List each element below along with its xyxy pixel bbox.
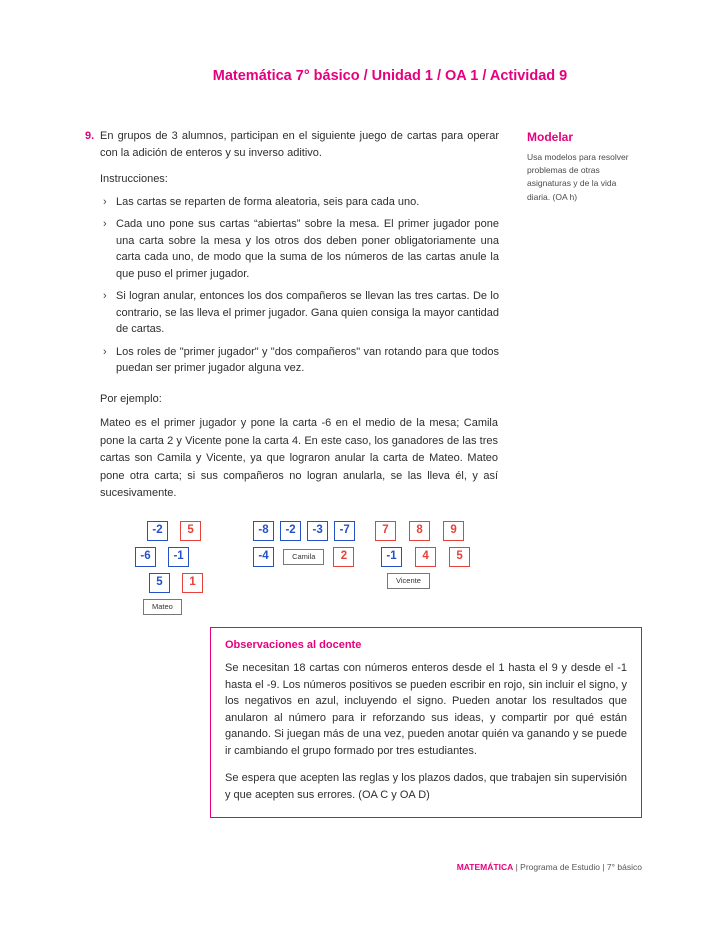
sidebar-note xyxy=(527,130,639,204)
list-item xyxy=(103,194,499,211)
card: 4 xyxy=(415,547,436,567)
list-item xyxy=(103,288,499,338)
card-row xyxy=(253,521,355,542)
player-name-label: Mateo xyxy=(143,599,182,614)
card: 8 xyxy=(409,521,430,541)
card: -2 xyxy=(280,521,301,541)
observations-title: Observaciones al docente xyxy=(225,639,362,651)
bullet-arrow-icon: › xyxy=(103,195,107,208)
vicente-card-group xyxy=(375,521,470,590)
card-row xyxy=(253,547,355,568)
example-label: Por ejemplo: xyxy=(100,392,162,405)
card: -3 xyxy=(307,521,328,541)
cards-diagram xyxy=(85,521,499,629)
card: -8 xyxy=(253,521,274,541)
card: -1 xyxy=(381,547,402,567)
page-title: Matemática 7° básico / Unidad 1 / OA 1 / Actividad 9 xyxy=(212,68,568,84)
observations-paragraph: Se necesitan 18 cartas con números enteros desde el 1 hasta el 9 y desde el -1 hasta el -9. Los números positivos se pueden escribir en rojo, sin incluir el signo, y los negativos en azul, incluyendo el signo. Pueden anotar los resultados que anularon al número para ir reforzando sus ideas, y compartir por qué están ganando. Si juegan más de una vez, pueden anotar quién va ganando y se puede ir cambiando el grupo formado por tres estudiantes. xyxy=(225,662,627,757)
card: -2 xyxy=(147,521,168,541)
sidebar-title: Modelar xyxy=(527,130,574,144)
bullet-arrow-icon: › xyxy=(103,218,107,230)
bullet-arrow-icon: › xyxy=(103,290,107,302)
card: -7 xyxy=(334,521,355,541)
list-item-text: Las cartas se reparten de forma aleatoria, seis para cada uno. xyxy=(116,195,420,208)
card: -4 xyxy=(253,547,274,567)
footer-brand: MATEMÁTICA xyxy=(456,862,514,872)
card-row xyxy=(149,573,203,594)
instructions-label: Instrucciones: xyxy=(100,173,168,185)
card-row xyxy=(375,521,470,542)
list-item xyxy=(103,216,499,282)
player-name-label: Camila xyxy=(283,549,324,564)
list-item xyxy=(103,344,499,377)
observations-paragraph: Se espera que acepten las reglas y los plazos dados, que trabajen sin supervisión y que acepten sus errores. (OA C y OA D) xyxy=(225,772,627,801)
mateo-card-group xyxy=(135,521,203,616)
card: 5 xyxy=(180,521,201,541)
bullet-arrow-icon: › xyxy=(103,345,107,358)
activity-intro-text: En grupos de 3 alumnos, participan en el siguiente juego de cartas para operar con la adición de enteros y su inverso aditivo. xyxy=(100,130,499,159)
activity-intro xyxy=(85,128,499,161)
card: 2 xyxy=(333,547,354,567)
camila-card-group xyxy=(253,521,355,573)
instructions-list xyxy=(103,194,499,377)
player-label-row xyxy=(143,599,203,616)
teacher-observations-box xyxy=(210,627,642,818)
card: 5 xyxy=(149,573,170,593)
activity-number: 9. xyxy=(85,130,95,142)
page-footer xyxy=(457,862,642,872)
card-row xyxy=(135,547,203,568)
card: -6 xyxy=(135,547,156,567)
card-row xyxy=(147,521,203,542)
player-name-label: Vicente xyxy=(387,573,430,588)
card: 1 xyxy=(182,573,203,593)
list-item-text: Los roles de "primer jugador" y "dos compañeros" van rotando para que todos puedan ser primer jugador alguna vez. xyxy=(116,345,499,374)
card: 9 xyxy=(443,521,464,541)
sidebar-body: Usa modelos para resolver problemas de otras asignaturas y de la vida diaria. (OA h) xyxy=(527,152,629,202)
example-text: Mateo es el primer jugador y pone la carta -6 en el medio de la mesa; Camila pone la carta 2 y Vicente pone la carta 4. En este caso, los ganadores de las tres cartas son Camila y Vicente, ya que lograron anular la carta de Mateo. Mateo pone otra carta; si sus compañeros no logran anularla, se las lleva él, y así sucesivamente. xyxy=(100,417,498,500)
card: 7 xyxy=(375,521,396,541)
card-row xyxy=(381,547,470,568)
activity-content xyxy=(85,128,499,629)
card: -1 xyxy=(168,547,189,567)
player-label-row xyxy=(387,573,470,590)
list-item-text: Cada uno pone sus cartas “abiertas” sobre la mesa. El primer jugador pone una carta sobre la mesa y los otros dos deben poner obligatoriamente una carta cada uno, de modo que la suma de los números de las cartas anule la que puso el primer jugador. xyxy=(116,218,499,280)
list-item-text: Si logran anular, entonces los dos compañeros se llevan las tres cartas. De lo contrario, se las lleva el primer jugador. Gana quien consiga la mayor cantidad de cartas. xyxy=(116,290,499,335)
card: 5 xyxy=(449,547,470,567)
footer-text: | Programa de Estudio | 7° básico xyxy=(513,862,642,872)
